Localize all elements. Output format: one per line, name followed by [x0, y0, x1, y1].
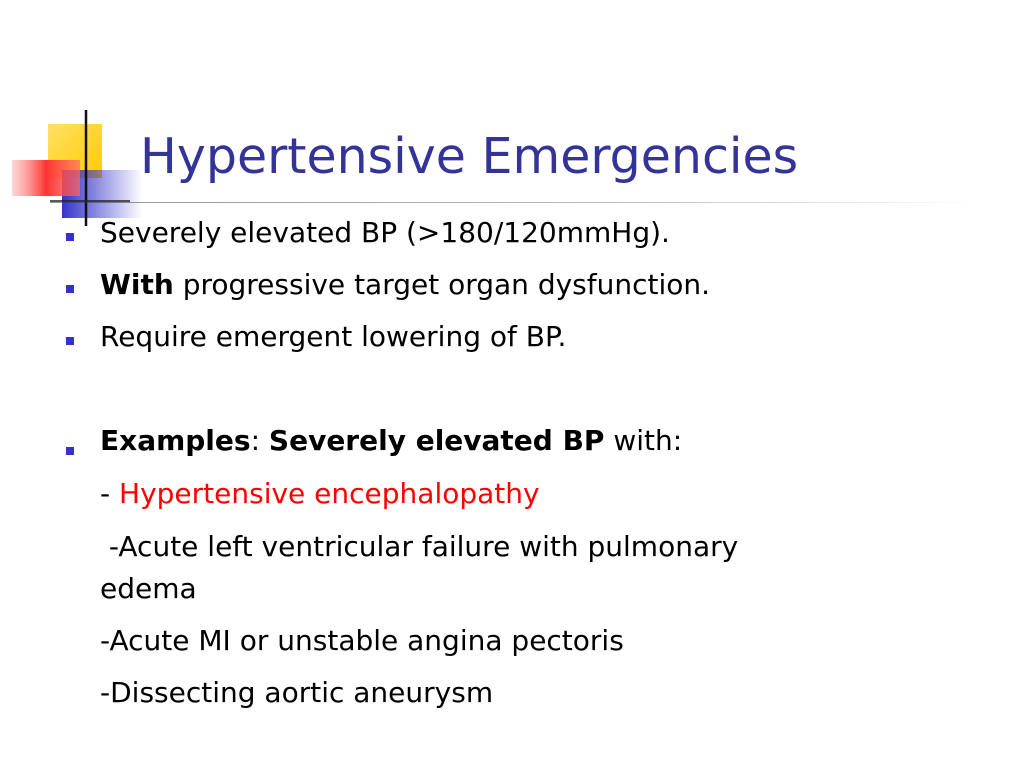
deco-red-bar: [12, 160, 80, 196]
example-text: -Dissecting aortic aneurysm: [100, 676, 494, 709]
slide-title: Hypertensive Emergencies: [140, 128, 799, 185]
bullet-text-examples: [100, 424, 682, 458]
bullet-text-bp-threshold: [100, 216, 670, 250]
example-item-lv-failure-continuation: [100, 572, 197, 606]
bullet-marker: [66, 285, 74, 293]
example-item-aortic-aneurysm: [100, 676, 493, 710]
bullet-text: Require emergent lowering of BP.: [100, 320, 567, 353]
example-item-encephalopathy: [100, 477, 540, 511]
example-text: -Acute left ventricular failure with pulmonary: [100, 530, 739, 563]
bullet-marker: [66, 337, 74, 345]
example-dash: -: [100, 477, 120, 510]
example-item-lv-failure: [100, 530, 738, 564]
example-text-continuation: edema: [100, 572, 197, 605]
bullet-bold-term: With: [100, 268, 174, 301]
bullet-marker: [66, 447, 74, 455]
examples-bold-term: Severely elevated BP: [268, 424, 605, 457]
bullet-text-emergent-lowering: [100, 320, 566, 354]
example-highlight-text: Hypertensive encephalopathy: [119, 477, 540, 510]
bullet-text: with:: [604, 424, 683, 457]
example-item-mi-angina: [100, 624, 624, 658]
bullet-text-organ-dysfunction: [100, 268, 710, 302]
bullet-text: Severely elevated BP (>180/120mmHg).: [100, 216, 670, 249]
examples-label: Examples: [100, 424, 251, 457]
title-underline: [50, 202, 980, 203]
examples-separator: :: [250, 424, 269, 457]
example-text: -Acute MI or unstable angina pectoris: [100, 624, 624, 657]
corner-decoration: [0, 0, 200, 240]
bullet-marker: [66, 233, 74, 241]
bullet-text: progressive target organ dysfunction.: [173, 268, 711, 301]
